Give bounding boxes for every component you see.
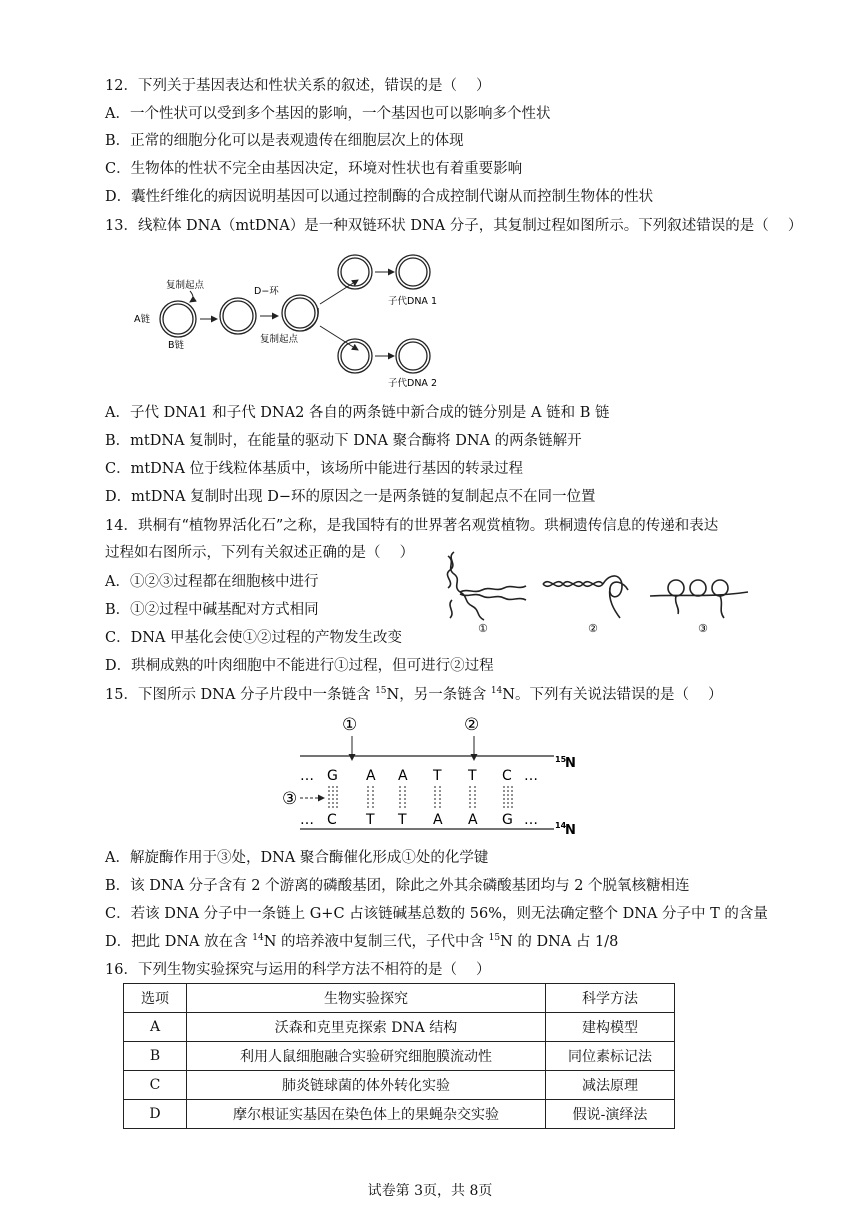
bottom-base: … bbox=[524, 812, 538, 828]
q15-option-d bbox=[105, 932, 618, 952]
step-2-label: ② bbox=[588, 622, 598, 635]
child-dna-1-label: 子代DNA 1 bbox=[388, 296, 437, 307]
mark-3: ③ bbox=[282, 789, 298, 809]
top-base: C bbox=[502, 768, 512, 784]
table-header: 生物实验探究 bbox=[187, 984, 546, 1013]
table-cell: B bbox=[124, 1042, 187, 1071]
bottom-base: … bbox=[300, 812, 314, 828]
q15-option-d-sup: 14 bbox=[252, 933, 264, 944]
table-cell: 假说-演绎法 bbox=[546, 1100, 675, 1129]
translation-figure bbox=[650, 580, 748, 618]
mark-1: ① bbox=[342, 715, 358, 735]
q15-stem-part: N，另一条链含 bbox=[386, 687, 491, 703]
table-cell: 建构模型 bbox=[546, 1013, 675, 1042]
dloop-label: D−环 bbox=[254, 286, 279, 297]
q16-stem: 16．下列生物实验探究与运用的科学方法不相符的是（ ） bbox=[105, 962, 491, 978]
q14-option-a: A．①②③过程都在细胞核中进行 bbox=[105, 574, 319, 590]
table-row bbox=[124, 1042, 675, 1071]
q15-option-d-sup: 15 bbox=[488, 933, 501, 944]
q15-option-c: C．若该 DNA 分子中一条链上 G+C 占该链碱基总数的 56%，则无法确定整个 DNA 分子中 T 的含量 bbox=[105, 906, 768, 922]
q15-option-d-part: D．把此 DNA 放在含 bbox=[105, 934, 253, 950]
q15-option-d-part: N 的培养液中复制三代，子代中含 bbox=[263, 934, 489, 950]
dna-fragment-diagram bbox=[278, 712, 598, 842]
origin-label-1: 复制起点 bbox=[166, 280, 205, 291]
strand-b-label: B链 bbox=[168, 340, 185, 351]
q15-stem bbox=[105, 685, 723, 705]
hydrogen-bonds bbox=[329, 786, 512, 808]
table-row bbox=[124, 1071, 675, 1100]
top-isotope-label: N bbox=[565, 756, 576, 771]
table-cell: 利用人鼠细胞融合实验研究细胞膜流动性 bbox=[187, 1042, 546, 1071]
q13-option-b: B．mtDNA 复制时，在能量的驱动下 DNA 聚合酶将 DNA 的两条链解开 bbox=[105, 433, 582, 449]
table-cell: 摩尔根证实基因在染色体上的果蝇杂交实验 bbox=[187, 1100, 546, 1129]
q14-option-c: C．DNA 甲基化会使①②过程的产物发生改变 bbox=[105, 630, 402, 646]
table-row bbox=[124, 1013, 675, 1042]
bottom-base: T bbox=[366, 812, 375, 828]
intermediate-circle-1 bbox=[338, 255, 372, 289]
child-dna-1-circle bbox=[396, 255, 430, 289]
q15-option-d-part: N 的 DNA 占 1/8 bbox=[500, 934, 619, 950]
q12-option-d: D．囊性纤维化的病因说明基因可以通过控制酶的合成控制代谢从而控制生物体的性状 bbox=[105, 189, 654, 205]
q16-table bbox=[123, 983, 675, 1129]
child-dna-2-circle bbox=[396, 339, 430, 373]
origin-label-2: 复制起点 bbox=[260, 334, 299, 345]
q14-option-d: D．珙桐成熟的叶肉细胞中不能进行①过程，但可进行②过程 bbox=[105, 658, 494, 674]
table-cell: 同位素标记法 bbox=[546, 1042, 675, 1071]
replicating-circle bbox=[282, 295, 318, 331]
q14-stem-line1: 14．珙桐有“植物界活化石”之称，是我国特有的世界著名观赏植物。珙桐遗传信息的传递和表达 bbox=[105, 518, 719, 534]
table-cell: 沃森和克里克探索 DNA 结构 bbox=[187, 1013, 546, 1042]
table-cell: C bbox=[124, 1071, 187, 1100]
parent-dna-circle bbox=[160, 301, 196, 337]
table-cell: A bbox=[124, 1013, 187, 1042]
bottom-isotope-label: N bbox=[565, 823, 576, 838]
table-header: 选项 bbox=[124, 984, 187, 1013]
mtdna-replication-diagram bbox=[130, 246, 460, 392]
top-isotope-sup: 15 bbox=[555, 755, 567, 764]
dloop-circle bbox=[220, 298, 256, 334]
table-cell: D bbox=[124, 1100, 187, 1129]
replication-figure bbox=[447, 552, 526, 620]
intermediate-circle-2 bbox=[338, 339, 372, 373]
bottom-base: G bbox=[502, 812, 513, 828]
gene-expression-diagram bbox=[438, 548, 758, 638]
q14-option-b: B．①②过程中碱基配对方式相同 bbox=[105, 602, 319, 618]
q15-stem-sup: 15 bbox=[375, 686, 387, 697]
top-base: T bbox=[433, 768, 442, 784]
top-base: … bbox=[524, 768, 538, 784]
q12-option-a: A．一个性状可以受到多个基因的影响，一个基因也可以影响多个性状 bbox=[105, 106, 551, 122]
table-cell: 减法原理 bbox=[546, 1071, 675, 1100]
q12-option-b: B．正常的细胞分化可以是表观遗传在细胞层次上的体现 bbox=[105, 133, 464, 149]
q14-stem-line2: 过程如右图所示，下列有关叙述正确的是（ ） bbox=[105, 545, 415, 561]
top-base: A bbox=[366, 768, 376, 784]
table-cell: 肺炎链球菌的体外转化实验 bbox=[187, 1071, 546, 1100]
q15-stem-part: N。下列有关说法错误的是（ ） bbox=[502, 687, 723, 703]
table-row bbox=[124, 1100, 675, 1129]
q13-stem: 13．线粒体 DNA（mtDNA）是一种双链环状 DNA 分子，其复制过程如图所示。下列叙述错误的是（ ） bbox=[105, 218, 803, 234]
q15-stem-sup: 14 bbox=[490, 686, 503, 697]
bottom-base: T bbox=[398, 812, 407, 828]
bottom-base: A bbox=[433, 812, 443, 828]
q12-stem: 12．下列关于基因表达和性状关系的叙述，错误的是（ ） bbox=[105, 78, 491, 94]
bottom-isotope-sup: 14 bbox=[555, 821, 567, 830]
q15-option-b: B．该 DNA 分子含有 2 个游离的磷酸基团，除此之外其余磷酸基团均与 2 个脱氧核糖相连 bbox=[105, 878, 690, 894]
top-base: T bbox=[468, 768, 477, 784]
arrow bbox=[320, 326, 358, 350]
step-1-label: ① bbox=[478, 622, 488, 635]
q13-option-d: D．mtDNA 复制时出现 D−环的原因之一是两条链的复制起点不在同一位置 bbox=[105, 489, 596, 505]
transcription-figure bbox=[543, 576, 628, 618]
step-3-label: ③ bbox=[698, 622, 708, 635]
q13-option-a: A．子代 DNA1 和子代 DNA2 各自的两条链中新合成的链分别是 A 链和 B 链 bbox=[105, 405, 610, 421]
top-base: G bbox=[327, 768, 338, 784]
mark-2: ② bbox=[464, 715, 480, 735]
top-base: A bbox=[398, 768, 408, 784]
top-base: … bbox=[300, 768, 314, 784]
arrow bbox=[320, 280, 358, 304]
q15-stem-part: 15．下图所示 DNA 分子片段中一条链含 bbox=[105, 687, 376, 703]
table-header-row bbox=[124, 984, 675, 1013]
strand-a-label: A链 bbox=[134, 314, 150, 325]
page-footer: 试卷第 3页，共 8页 bbox=[367, 1183, 493, 1199]
q12-option-c: C．生物体的性状不完全由基因决定，环境对性状也有着重要影响 bbox=[105, 161, 523, 177]
child-dna-2-label: 子代DNA 2 bbox=[388, 378, 437, 389]
bottom-base: C bbox=[327, 812, 337, 828]
bottom-base: A bbox=[468, 812, 478, 828]
q13-option-c: C．mtDNA 位于线粒体基质中，该场所中能进行基因的转录过程 bbox=[105, 461, 524, 477]
table-header: 科学方法 bbox=[546, 984, 675, 1013]
q15-option-a: A．解旋酶作用于③处，DNA 聚合酶催化形成①处的化学键 bbox=[105, 850, 489, 866]
